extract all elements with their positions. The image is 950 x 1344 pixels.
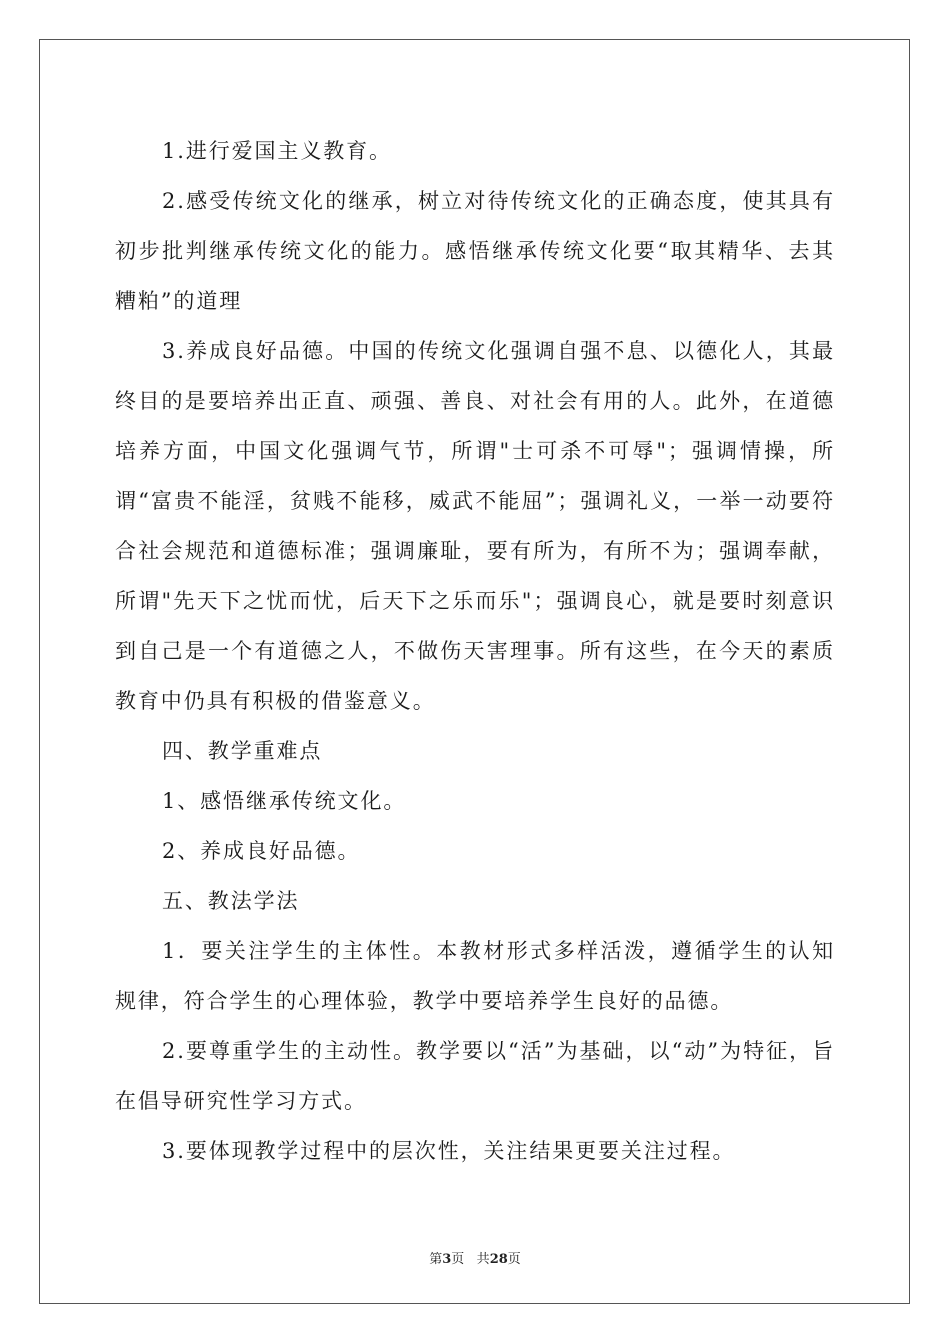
footer-page-suffix: 页 — [451, 1252, 465, 1267]
paragraph-objective-2: 2.感受传统文化的继承，树立对待传统文化的正确态度，使其具有初步批判继承传统文化的能力。感悟继承传统文化要“取其精华、去其糟粕”的道理 — [115, 189, 835, 313]
footer-total-prefix: 共 — [476, 1252, 490, 1267]
section-heading-methods: 五、教法学法 — [162, 889, 300, 913]
page-footer — [0, 1248, 950, 1267]
section-heading-key-points: 四、教学重难点 — [162, 739, 323, 763]
paragraph-objective-1: 1.进行爱国主义教育。 — [162, 139, 392, 163]
footer-page-number: 3 — [442, 1252, 452, 1267]
footer-total-pages: 28 — [489, 1252, 508, 1267]
footer-total-suffix: 页 — [507, 1252, 521, 1267]
paragraph-method-2: 2.要尊重学生的主动性。教学要以“活”为基础，以“动”为特征，旨在倡导研究性学习方式。 — [115, 1039, 835, 1113]
footer-page-prefix: 第 — [429, 1252, 443, 1267]
document-body — [115, 126, 835, 1176]
paragraph-key-point-2: 2、养成良好品德。 — [162, 839, 361, 863]
paragraph-objective-3: 3.养成良好品德。中国的传统文化强调自强不息、以德化人，其最终目的是要培养出正直、顽强、善良、对社会有用的人。此外，在道德培养方面，中国文化强调气节，所谓"士可杀不可辱"；强调情操，所谓“富贵不能淫，贫贱不能移，威武不能屈”；强调礼义，一举一动要符合社会规范和道德标准；强调廉耻，要有所为，有所不为；强调奉献，所谓"先天下之忧而忧，后天下之乐而乐"；强调良心，就是要时刻意识到自己是一个有道德之人，不做伤天害理事。所有这些，在今天的素质教育中仍具有积极的借鉴意义。 — [115, 339, 835, 713]
paragraph-key-point-1: 1、感悟继承传统文化。 — [162, 789, 407, 813]
paragraph-method-1: 1．要关注学生的主体性。本教材形式多样活泼，遵循学生的认知规律，符合学生的心理体验，教学中要培养学生良好的品德。 — [115, 939, 835, 1013]
paragraph-method-3: 3.要体现教学过程中的层次性，关注结果更要关注过程。 — [162, 1139, 736, 1163]
